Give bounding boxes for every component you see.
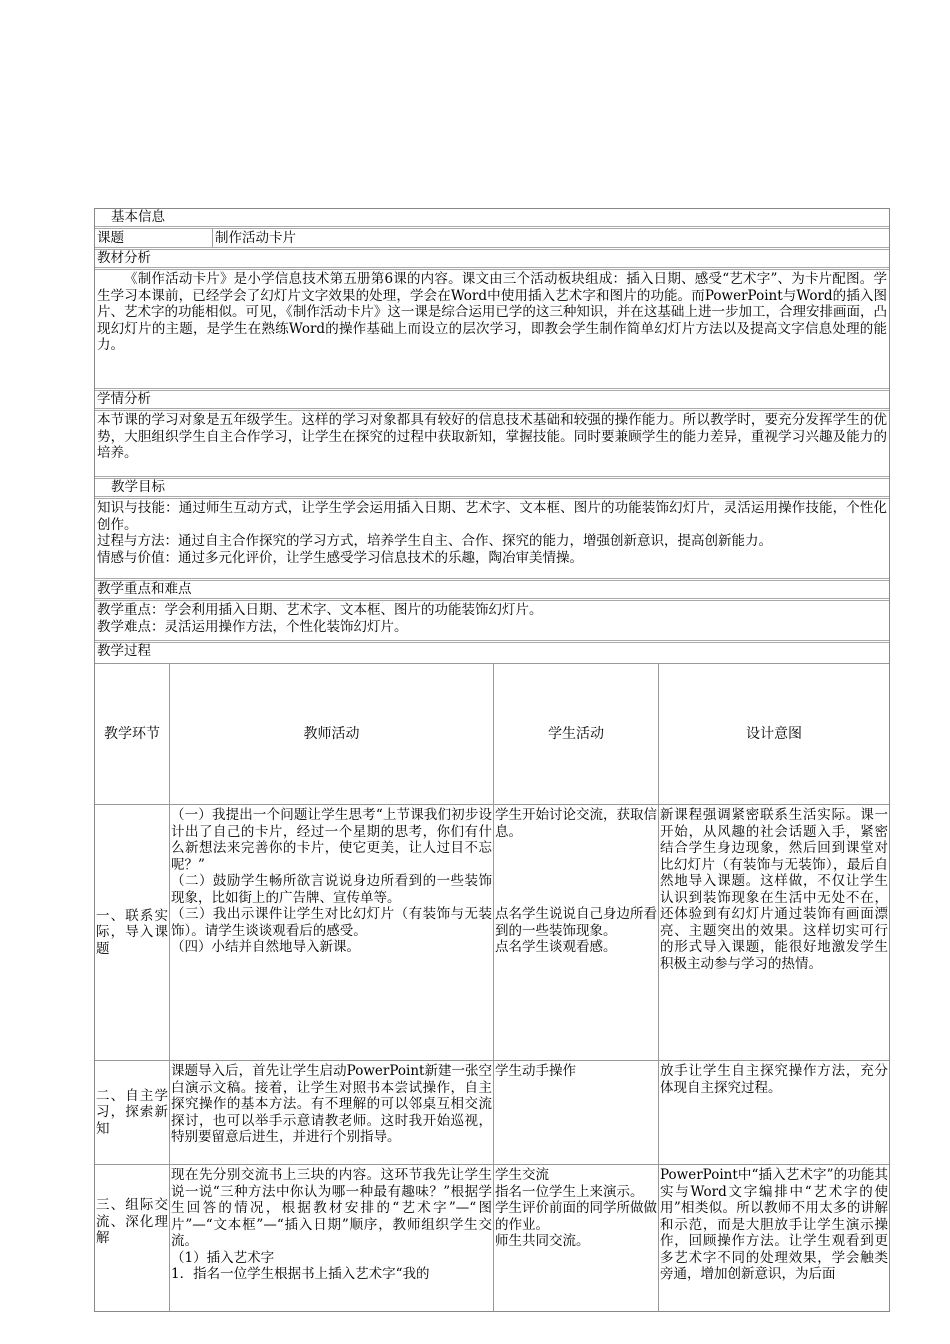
topic-label: 课题 (97, 230, 124, 246)
basic-info-heading: 基本信息 (95, 209, 889, 229)
lesson-plan-table (94, 208, 890, 1312)
column-header-teacher: 教师活动 (170, 664, 494, 805)
stage-cell (95, 805, 170, 1061)
student-activity-cell (494, 805, 659, 1061)
process-table (95, 664, 889, 1312)
design-intent-cell (659, 1165, 889, 1312)
student-analysis-body (95, 411, 889, 479)
student-activity-cell (494, 1061, 659, 1165)
stage-cell (95, 1165, 170, 1312)
textbook-analysis-text: 《制作活动卡片》是小学信息技术第五册第6课的内容。课文由三个活动板块组成：插入日期、感受“艺术字”、为卡片配图。学生学习本课前，已经学会了幻灯片文字效果的处理，学会在Word中使用插入艺术字和图片的功能。而PowerPoint与Word的插入图片、艺术字的功能相似。可见，《制作活动卡片》这一课是综合运用已学的这三种知识，并在这基础上进一步加工，合理安排画面，凸现幻灯片的主题，是学生在熟练Word的操作基础上而设立的层次学习，即教会学生制作简单幻灯片方法以及提高文字信息处理的能力。 (97, 271, 887, 353)
teacher-activity-text: 1．指名一位学生根据书上插入艺术字“我的 (171, 1266, 430, 1282)
student-activity-text: 学生评价前面的同学所做做的作业。 (495, 1200, 657, 1233)
design-intent-text: 新课程强调紧密联系生活实际。课一开始，从风趣的社会话题入手，紧密结合学生身边现象，然后回到课堂对比幻灯片（有装饰与无装饰），最后自然地导入课题。这样做，不仅让学生认识到装饰现象在生活中无处不在，还体验到有幻灯片通过装饰有画面漂亮、主题突出的效果。这样切实可行的形式导入课题，能很好地激发学生积极主动参与学习的热情。 (660, 807, 888, 972)
student-activity-text: 指名一位学生上来演示。 (495, 1183, 644, 1200)
teacher-activity-cell (170, 805, 494, 1061)
student-activity-cell (494, 1165, 659, 1312)
teacher-activity-text: （一）我提出一个问题让学生思考“上节课我们初步设计出了自己的卡片，经过一个星期的思考，你们有什么新想法来完善你的卡片，使它更美，让人过目不忘呢？” (171, 807, 492, 873)
teacher-activity-cell (170, 1061, 494, 1165)
objective-emotion: 情感与价值：通过多元化评价，让学生感受学习信息技术的乐趣，陶冶审美情操。 (97, 549, 583, 566)
stage-label: 一、联系实际，导入课题 (96, 907, 168, 957)
difficult-point: 教学难点：灵活运用操作方法，个性化装饰幻灯片。 (97, 618, 408, 635)
column-header-stage: 教学环节 (95, 664, 170, 805)
textbook-analysis-body (95, 270, 889, 391)
stage-label: 三、组际交流、深化理解 (96, 1197, 168, 1247)
teacher-activity-text: 现在先分别交流书上三块的内容。这环节我先让学生说一说“三种方法中你认为哪一种最有趣味？”根据学生回答的情况，根据教材安排的“艺术字”—“图片”—“文本框”—“插入日期”顺序，教师组织学生交流。 (171, 1167, 492, 1249)
key-point: 教学重点：学会利用插入日期、艺术字、文本框、图片的功能装饰幻灯片。 (97, 602, 543, 618)
design-intent-text: PowerPoint中“插入艺术字”的功能其实与Word文字编排中“艺术字的使用”相类似。所以教师不用太多的讲解和示范，而是大胆放手让学生演示操作，回顾操作方法。让学生观看到更多艺术字不同的处理效果，学会触类旁通，增加创新意识，为后面 (660, 1167, 888, 1282)
process-heading: 教学过程 (95, 643, 889, 664)
design-intent-text: 放手让学生自主探究操作方法，充分体现自主探究过程。 (660, 1063, 888, 1096)
topic-divider (212, 229, 213, 247)
teacher-activity-text: 课题导入后，首先让学生启动PowerPoint新建一张空白演示文稿。接着，让学生对照书本尝试操作，自主探究操作的基本方法。有不理解的可以邻桌互相交流探讨，也可以举手示意请教老师。这时我开始巡视，特别要留意后进生，并进行个别指导。 (171, 1063, 492, 1145)
textbook-analysis-heading: 教材分析 (95, 250, 889, 270)
stage-label: 二、自主学习，探索新知 (96, 1087, 168, 1137)
objective-process: 过程与方法：通过自主合作探究的学习方式，培养学生自主、合作、探究的能力，增强创新意识，提高创新能力。 (97, 533, 772, 549)
topic-value: 制作活动卡片 (215, 230, 296, 246)
student-activity-text: 学生开始讨论交流，获取信息。 (495, 807, 657, 840)
design-intent-cell (659, 805, 889, 1061)
column-header-student: 学生活动 (494, 664, 659, 805)
teacher-activity-text: （三）我出示课件让学生对比幻灯片（有装饰与无装饰）。请学生谈谈观看后的感受。 (171, 906, 492, 939)
objectives-body (95, 499, 889, 581)
student-activity-text: 点名学生谈观看感。 (495, 939, 617, 955)
student-activity-text: 学生动手操作 (495, 1063, 576, 1079)
student-activity-text: 学生交流 (495, 1167, 549, 1183)
stage-cell (95, 1061, 170, 1165)
teacher-activity-text: （二）鼓励学生畅所欲言说说身边所看到的一些装饰现象，比如街上的广告牌、宣传单等。 (171, 873, 492, 906)
teacher-activity-text: （四）小结并自然地导入新课。 (171, 939, 360, 955)
student-activity-text: 师生共同交流。 (495, 1233, 590, 1249)
student-activity-text: 点名学生说说自己身边所看到的一些装饰现象。 (495, 906, 657, 939)
key-points-heading: 教学重点和难点 (95, 581, 889, 601)
objectives-heading: 教学目标 (95, 479, 889, 499)
column-header-design: 设计意图 (659, 664, 889, 805)
design-intent-cell (659, 1061, 889, 1165)
objective-knowledge: 知识与技能：通过师生互动方式，让学生学会运用插入日期、艺术字、文本框、图片的功能装饰幻灯片，灵活运用操作技能，个性化创作。 (97, 500, 887, 533)
student-analysis-text: 本节课的学习对象是五年级学生。这样的学习对象都具有较好的信息技术基础和较强的操作能力。所以教学时，要充分发挥学生的优势，大胆组织学生自主合作学习，让学生在探究的过程中获取新知，掌握技能。同时要兼顾学生的能力差异，重视学习兴趣及能力的培养。 (97, 412, 887, 461)
key-points-body (95, 601, 889, 643)
student-analysis-heading: 学情分析 (95, 391, 889, 411)
teacher-activity-text: （1）插入艺术字 (171, 1249, 275, 1266)
topic-row (95, 229, 889, 250)
teacher-activity-cell (170, 1165, 494, 1312)
